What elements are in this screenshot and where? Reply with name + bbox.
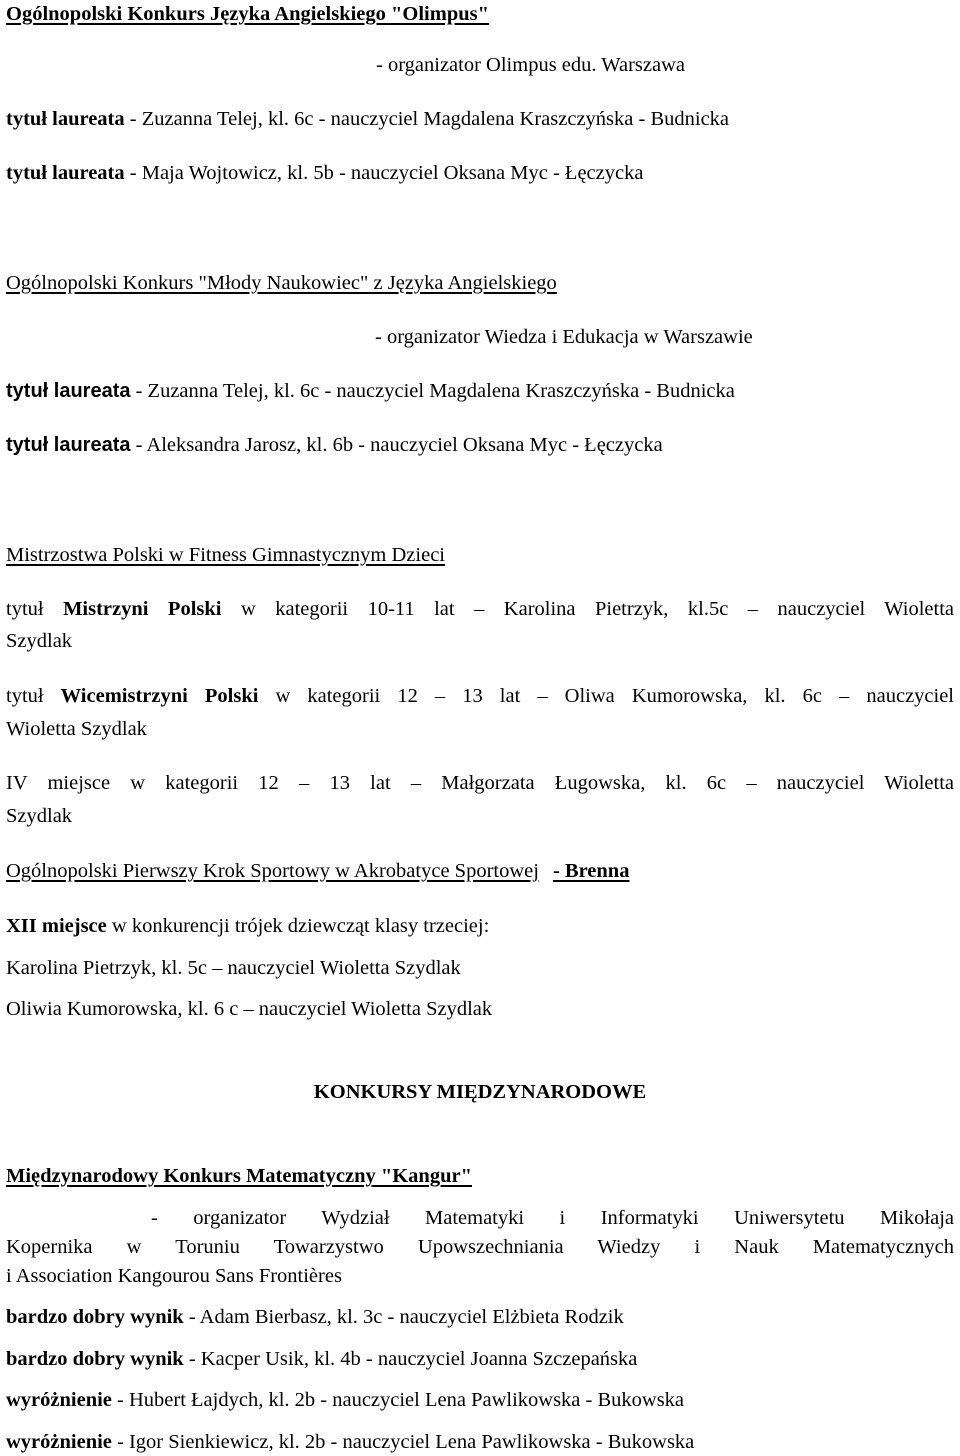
entry-text: w kategorii 10-11 lat – Karolina Pietrzyk, kl.5c – nauczyciel Wioletta bbox=[221, 598, 954, 620]
laureate-text: - Zuzanna Telej, kl. 6c - nauczyciel Magdalena Kraszczyńska - Budnicka bbox=[124, 108, 730, 130]
fitness-entry-3-cont: Szydlak bbox=[6, 805, 73, 827]
fitness-entry-1 bbox=[6, 597, 954, 621]
laureate-label: tytuł laureata bbox=[6, 162, 125, 184]
fitness-entry-1-cont: Szydlak bbox=[6, 630, 73, 652]
result-label: wyróżnienie bbox=[6, 1431, 112, 1453]
entry-prefix: tytuł bbox=[6, 598, 64, 620]
akrobatyka-member-2: Oliwia Kumorowska, kl. 6 c – nauczyciel Wioletta Szydlak bbox=[6, 998, 493, 1020]
fitness-entry-2-cont: Wioletta Szydlak bbox=[6, 718, 147, 740]
mlody-naukowiec-title: Ogólnopolski Konkurs "Młody Naukowiec" z Języka Angielskiego bbox=[6, 272, 557, 294]
laureate-text: - Aleksandra Jarosz, kl. 6b - nauczyciel Oksana Myc - Łęczycka bbox=[130, 434, 663, 456]
entry-text: w kategorii 12 – 13 lat – Oliwa Kumorowska, kl. 6c – nauczyciel bbox=[258, 685, 954, 707]
akrobatyka-place bbox=[6, 914, 954, 938]
fitness-title: Mistrzostwa Polski w Fitness Gimnastycznym Dzieci bbox=[6, 544, 445, 566]
result-text: - Kacper Usik, kl. 4b - nauczyciel Joanna Szczepańska bbox=[183, 1348, 638, 1370]
result-text: - Adam Bierbasz, kl. 3c - nauczyciel Elżbieta Rodzik bbox=[183, 1306, 624, 1328]
kangur-organizer-line3: i Association Kangourou Sans Frontières bbox=[6, 1265, 342, 1287]
olimpus-laureate-1 bbox=[6, 107, 954, 131]
kangur-organizer-line2: Kopernika w Toruniu Towarzystwo Upowszechniania Wiedzy i Nauk Matematycznych bbox=[6, 1236, 954, 1258]
mlody-naukowiec-laureate-1 bbox=[6, 379, 954, 403]
akrobatyka-member-1: Karolina Pietrzyk, kl. 5c – nauczyciel Wioletta Szydlak bbox=[6, 957, 461, 979]
mlody-naukowiec-laureate-2 bbox=[6, 433, 954, 457]
kangur-result-3 bbox=[6, 1388, 954, 1412]
olimpus-laureate-2 bbox=[6, 161, 954, 185]
result-text: - Igor Sienkiewicz, kl. 2b - nauczyciel Lena Pawlikowska - Bukowska bbox=[111, 1431, 695, 1453]
international-heading: KONKURSY MIĘDZYNARODOWE bbox=[313, 1081, 647, 1103]
result-label: bardzo dobry wynik bbox=[6, 1306, 184, 1328]
place-label: XII miejsce bbox=[6, 915, 107, 937]
result-label: bardzo dobry wynik bbox=[6, 1348, 184, 1370]
fitness-entry-2 bbox=[6, 684, 954, 708]
kangur-result-2 bbox=[6, 1347, 954, 1371]
entry-label: Mistrzyni Polski bbox=[63, 598, 222, 620]
kangur-organizer-line1: - organizator Wydział Matematyki i Informatyki Uniwersytetu Mikołaja bbox=[151, 1207, 954, 1229]
result-text: - Hubert Łajdych, kl. 2b - nauczyciel Lena Pawlikowska - Bukowska bbox=[111, 1389, 685, 1411]
laureate-label: tytuł laureata bbox=[6, 108, 125, 130]
laureate-label: tytuł laureata bbox=[6, 434, 131, 456]
akrobatyka-title bbox=[6, 859, 954, 883]
laureate-label: tytuł laureata bbox=[6, 380, 131, 402]
entry-label: Wicemistrzyni Polski bbox=[60, 685, 259, 707]
result-label: wyróżnienie bbox=[6, 1389, 112, 1411]
olimpus-organizer: - organizator Olimpus edu. Warszawa bbox=[376, 54, 685, 76]
kangur-result-4 bbox=[6, 1430, 954, 1454]
mlody-naukowiec-organizer: - organizator Wiedza i Edukacja w Warszawie bbox=[375, 326, 753, 348]
fitness-entry-3: IV miejsce w kategorii 12 – 13 lat – Małgorzata Ługowska, kl. 6c – nauczyciel Wioletta bbox=[6, 772, 954, 794]
kangur-result-1 bbox=[6, 1305, 954, 1329]
olimpus-title: Ogólnopolski Konkurs Języka Angielskiego "Olimpus" bbox=[6, 3, 489, 25]
place-text: w konkurencji trójek dziewcząt klasy trzeciej: bbox=[106, 915, 490, 937]
kangur-title: Międzynarodowy Konkurs Matematyczny "Kangur" bbox=[6, 1165, 472, 1187]
entry-prefix: tytuł bbox=[6, 685, 61, 707]
akrobatyka-title-suffix: - Brenna bbox=[552, 860, 630, 882]
akrobatyka-title-text: Ogólnopolski Pierwszy Krok Sportowy w Akrobatyce Sportowej bbox=[6, 860, 539, 882]
laureate-text: - Zuzanna Telej, kl. 6c - nauczyciel Magdalena Kraszczyńska - Budnicka bbox=[130, 380, 735, 402]
laureate-text: - Maja Wojtowicz, kl. 5b - nauczyciel Oksana Myc - Łęczycka bbox=[124, 162, 644, 184]
